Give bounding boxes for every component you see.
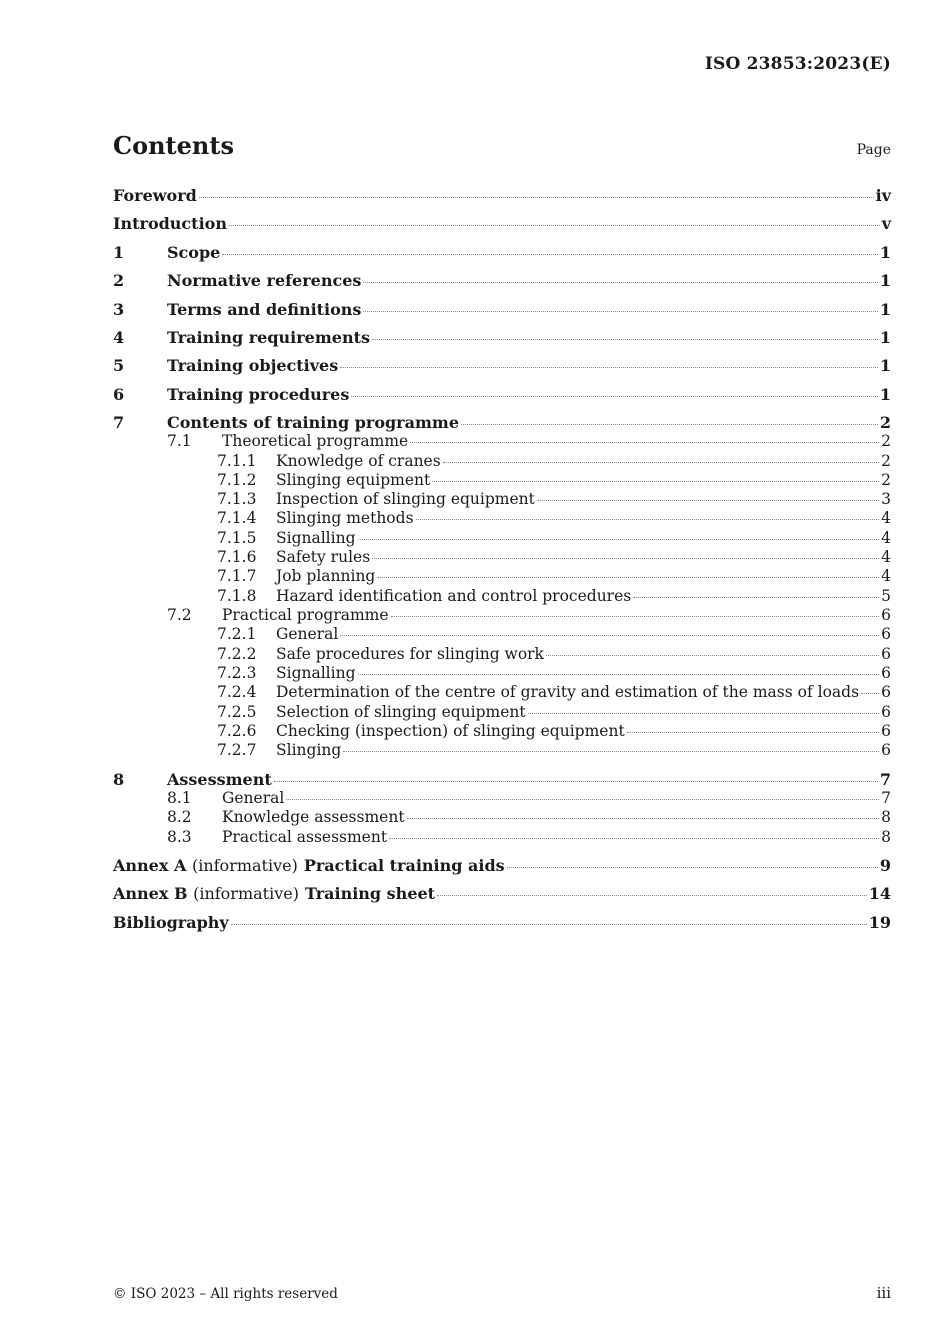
toc-entry[interactable] bbox=[113, 789, 891, 807]
dot-leader bbox=[372, 339, 878, 340]
toc-entry-page: 6 bbox=[881, 741, 891, 759]
toc-entry-number: 7.2.6 bbox=[217, 722, 257, 740]
toc-entry-page: 1 bbox=[879, 300, 891, 319]
toc-entry-number: 8.3 bbox=[167, 828, 192, 846]
toc-entry[interactable] bbox=[113, 452, 891, 470]
toc-entry-title: Training objectives bbox=[167, 356, 339, 375]
toc-entry-title: Bibliography bbox=[113, 913, 229, 932]
toc-entry-number: 7.2.3 bbox=[217, 664, 257, 682]
toc-entry[interactable] bbox=[113, 490, 891, 508]
annex-type: (informative) bbox=[193, 884, 299, 903]
toc-entry[interactable] bbox=[113, 328, 891, 347]
toc-entry-page: 1 bbox=[879, 356, 891, 375]
toc-entry-page: 6 bbox=[881, 722, 891, 740]
toc-entry[interactable] bbox=[113, 413, 891, 432]
toc-entry-title: Assessment bbox=[167, 770, 272, 789]
toc-entry-title: Determination of the centre of gravity and estimation of the mass of loads bbox=[276, 683, 860, 701]
toc-entry-number: 8 bbox=[113, 770, 125, 789]
toc-entry[interactable] bbox=[113, 243, 891, 262]
toc-entry[interactable] bbox=[113, 828, 891, 846]
toc-entry[interactable] bbox=[113, 884, 891, 903]
toc-entry-page: iv bbox=[875, 186, 891, 205]
toc-entry-title: Slinging equipment bbox=[276, 471, 431, 489]
dot-leader bbox=[274, 781, 878, 782]
toc-entry[interactable] bbox=[113, 587, 891, 605]
toc-entry-title: General bbox=[222, 789, 285, 807]
dot-leader bbox=[363, 282, 877, 283]
dot-leader bbox=[627, 732, 879, 733]
toc-entry-title: Introduction bbox=[113, 214, 227, 233]
page-number: iii bbox=[876, 1284, 891, 1302]
toc-entry-page: 1 bbox=[879, 328, 891, 347]
toc-entry-title: Practical programme bbox=[222, 606, 389, 624]
toc-entry-number: 1 bbox=[113, 243, 125, 262]
toc-entry-title: Selection of slinging equipment bbox=[276, 703, 526, 721]
dot-leader bbox=[391, 616, 880, 617]
dot-leader bbox=[286, 799, 879, 800]
toc-entry-page: 3 bbox=[881, 490, 891, 508]
toc-entry[interactable] bbox=[113, 913, 891, 932]
toc-entry-page: 6 bbox=[881, 606, 891, 624]
toc-entry-page: 1 bbox=[879, 385, 891, 404]
toc-entry[interactable] bbox=[113, 567, 891, 585]
toc-entry-title: Training procedures bbox=[167, 385, 350, 404]
contents-heading: Contents bbox=[113, 131, 234, 160]
toc-entry-title: Checking (inspection) of slinging equipment bbox=[276, 722, 625, 740]
toc-entry-title: Safe procedures for slinging work bbox=[276, 645, 544, 663]
dot-leader bbox=[443, 462, 879, 463]
toc-entry-page: 8 bbox=[881, 808, 891, 826]
dot-leader bbox=[432, 481, 879, 482]
dot-leader bbox=[389, 838, 879, 839]
toc-entry-title: Practical assessment bbox=[222, 828, 388, 846]
toc-entry-number: 7.2.4 bbox=[217, 683, 257, 701]
dot-leader bbox=[861, 693, 879, 694]
toc-entry[interactable] bbox=[113, 664, 891, 682]
toc-entry-title: Scope bbox=[167, 243, 221, 262]
annex-title: Training sheet bbox=[304, 884, 436, 903]
toc-entry-title: Training requirements bbox=[167, 328, 370, 347]
toc-entry[interactable] bbox=[113, 683, 891, 701]
copyright-notice: © ISO 2023 – All rights reserved bbox=[113, 1286, 338, 1302]
toc-entry-number: 7.2 bbox=[167, 606, 192, 624]
toc-entry-title: Normative references bbox=[167, 271, 362, 290]
toc-entry-page: 6 bbox=[881, 683, 891, 701]
toc-entry-number: 7.1.4 bbox=[217, 509, 257, 527]
toc-entry-page: 2 bbox=[881, 432, 891, 450]
toc-entry-number: 7.1.6 bbox=[217, 548, 257, 566]
dot-leader bbox=[229, 225, 880, 226]
toc-entry-title: Terms and definitions bbox=[167, 300, 362, 319]
toc-entry-page: 6 bbox=[881, 645, 891, 663]
dot-leader bbox=[416, 519, 880, 520]
toc-entry-title: Signalling bbox=[276, 664, 356, 682]
toc-entry-title: Slinging methods bbox=[276, 509, 414, 527]
toc-entry-title: Knowledge of cranes bbox=[276, 452, 441, 470]
toc-entry-number: 2 bbox=[113, 271, 125, 290]
toc-entry[interactable] bbox=[113, 770, 891, 789]
toc-entry-number: 6 bbox=[113, 385, 125, 404]
toc-entry[interactable] bbox=[113, 808, 891, 826]
toc-entry[interactable] bbox=[113, 471, 891, 489]
toc-entry-title: Theoretical programme bbox=[222, 432, 409, 450]
annex-label: Annex B bbox=[113, 884, 188, 903]
toc-entry-title bbox=[113, 884, 435, 903]
toc-entry[interactable] bbox=[113, 625, 891, 643]
annex-label: Annex A bbox=[113, 856, 187, 875]
dot-leader bbox=[351, 396, 877, 397]
toc-entry-title bbox=[113, 856, 505, 875]
toc-entry-page: 4 bbox=[881, 567, 891, 585]
toc-entry-number: 7.1.1 bbox=[217, 452, 257, 470]
dot-leader bbox=[363, 311, 877, 312]
toc-entry-title: Contents of training programme bbox=[167, 413, 460, 432]
toc-entry[interactable] bbox=[113, 214, 891, 233]
toc-entry-page: 8 bbox=[881, 828, 891, 846]
toc-entry-number: 7.2.2 bbox=[217, 645, 257, 663]
toc-entry[interactable] bbox=[113, 722, 891, 740]
toc-entry-number: 7.1.2 bbox=[217, 471, 257, 489]
toc-entry-page: 7 bbox=[881, 789, 891, 807]
dot-leader bbox=[377, 577, 879, 578]
dot-leader bbox=[343, 751, 879, 752]
annex-title: Practical training aids bbox=[303, 856, 505, 875]
toc-entry[interactable] bbox=[113, 741, 891, 759]
toc-entry[interactable] bbox=[113, 606, 891, 624]
dot-leader bbox=[231, 924, 867, 925]
dot-leader bbox=[199, 197, 874, 198]
toc-entry-number: 5 bbox=[113, 356, 125, 375]
toc-entry-page: 4 bbox=[881, 529, 891, 547]
toc-entry-title: General bbox=[276, 625, 339, 643]
toc-entry-page: 2 bbox=[881, 452, 891, 470]
toc-entry-number: 7 bbox=[113, 413, 125, 432]
toc-entry-number: 7.2.1 bbox=[217, 625, 257, 643]
toc-entry[interactable] bbox=[113, 645, 891, 663]
toc-entry[interactable] bbox=[113, 856, 891, 875]
dot-leader bbox=[437, 895, 867, 896]
toc-entry[interactable] bbox=[113, 271, 891, 290]
toc-entry[interactable] bbox=[113, 356, 891, 375]
toc-entry-title: Signalling bbox=[276, 529, 356, 547]
toc-entry-number: 8.1 bbox=[167, 789, 192, 807]
dot-leader bbox=[358, 539, 880, 540]
dot-leader bbox=[407, 818, 880, 819]
toc-entry-number: 8.2 bbox=[167, 808, 192, 826]
toc-entry-page: 6 bbox=[881, 625, 891, 643]
toc-entry-page: 14 bbox=[868, 884, 891, 903]
page-column-label: Page bbox=[856, 142, 891, 158]
toc-entry-page: 2 bbox=[881, 471, 891, 489]
toc-entry-page: 2 bbox=[879, 413, 891, 432]
dot-leader bbox=[633, 597, 879, 598]
toc-entry-number: 7.1.3 bbox=[217, 490, 257, 508]
toc-entry[interactable] bbox=[113, 385, 891, 404]
toc-entry-number: 7.1.7 bbox=[217, 567, 257, 585]
toc-entry-title: Slinging bbox=[276, 741, 342, 759]
toc-entry-page: 7 bbox=[879, 770, 891, 789]
toc-entry-number: 7.2.7 bbox=[217, 741, 257, 759]
toc-entry[interactable] bbox=[113, 529, 891, 547]
toc-entry-number: 7.1.5 bbox=[217, 529, 257, 547]
annex-type: (informative) bbox=[191, 856, 298, 875]
dot-leader bbox=[546, 655, 879, 656]
dot-leader bbox=[507, 867, 878, 868]
toc-entry-number: 3 bbox=[113, 300, 125, 319]
toc-entry-page: 4 bbox=[881, 548, 891, 566]
toc-entry-page: 9 bbox=[879, 856, 891, 875]
dot-leader bbox=[410, 442, 879, 443]
toc-entry-page: 19 bbox=[868, 913, 891, 932]
toc-entry[interactable] bbox=[113, 509, 891, 527]
toc-entry-page: 1 bbox=[879, 243, 891, 262]
toc-entry[interactable] bbox=[113, 548, 891, 566]
toc-entry-number: 7.2.5 bbox=[217, 703, 257, 721]
dot-leader bbox=[340, 367, 878, 368]
toc-entry-page: 1 bbox=[879, 271, 891, 290]
toc-entry-page: 4 bbox=[881, 509, 891, 527]
dot-leader bbox=[461, 424, 878, 425]
dot-leader bbox=[372, 558, 879, 559]
toc-entry-page: v bbox=[881, 214, 891, 233]
dot-leader bbox=[222, 254, 878, 255]
toc-entry-page: 6 bbox=[881, 664, 891, 682]
toc-entry[interactable] bbox=[113, 703, 891, 721]
toc-entry-title: Knowledge assessment bbox=[222, 808, 405, 826]
dot-leader bbox=[537, 500, 879, 501]
document-identifier: ISO 23853:2023(E) bbox=[704, 54, 891, 74]
toc-entry[interactable] bbox=[113, 186, 891, 205]
dot-leader bbox=[358, 674, 880, 675]
toc-entry[interactable] bbox=[113, 300, 891, 319]
dot-leader bbox=[340, 635, 879, 636]
toc-entry-title: Hazard identification and control procedures bbox=[276, 587, 632, 605]
dot-leader bbox=[528, 713, 879, 714]
toc-entry-title: Job planning bbox=[276, 567, 376, 585]
toc-entry-title: Inspection of slinging equipment bbox=[276, 490, 535, 508]
toc-entry-title: Foreword bbox=[113, 186, 197, 205]
toc-entry-title: Safety rules bbox=[276, 548, 371, 566]
toc-entry-number: 7.1 bbox=[167, 432, 192, 450]
toc-entry-number: 4 bbox=[113, 328, 125, 347]
toc-entry-page: 6 bbox=[881, 703, 891, 721]
toc-entry[interactable] bbox=[113, 432, 891, 450]
toc-entry-number: 7.1.8 bbox=[217, 587, 257, 605]
toc-entry-page: 5 bbox=[881, 587, 891, 605]
